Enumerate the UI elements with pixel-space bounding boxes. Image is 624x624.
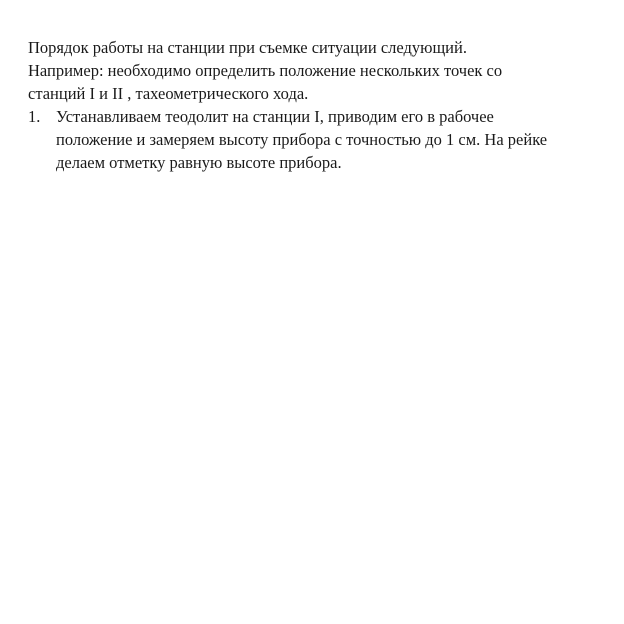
list-marker: 1. — [28, 107, 41, 126]
paragraph-line-3: станций I и II , тахеометрического хода. — [28, 84, 309, 103]
paragraph-line-2: Например: необходимо определить положение нескольких точек со — [28, 61, 503, 80]
list-item-line-1: Устанавливаем теодолит на станции I, приводим его в рабочее — [56, 107, 494, 126]
document-text — [28, 36, 618, 174]
list-item — [28, 105, 618, 174]
paragraph-line-1: Порядок работы на станции при съемке ситуации следующий. — [28, 38, 467, 57]
list-item-line-3: делаем отметку равную высоте прибора. — [56, 153, 342, 172]
list-item-line-2: положение и замеряем высоту прибора с точностью до 1 см. На рейке — [56, 130, 548, 149]
